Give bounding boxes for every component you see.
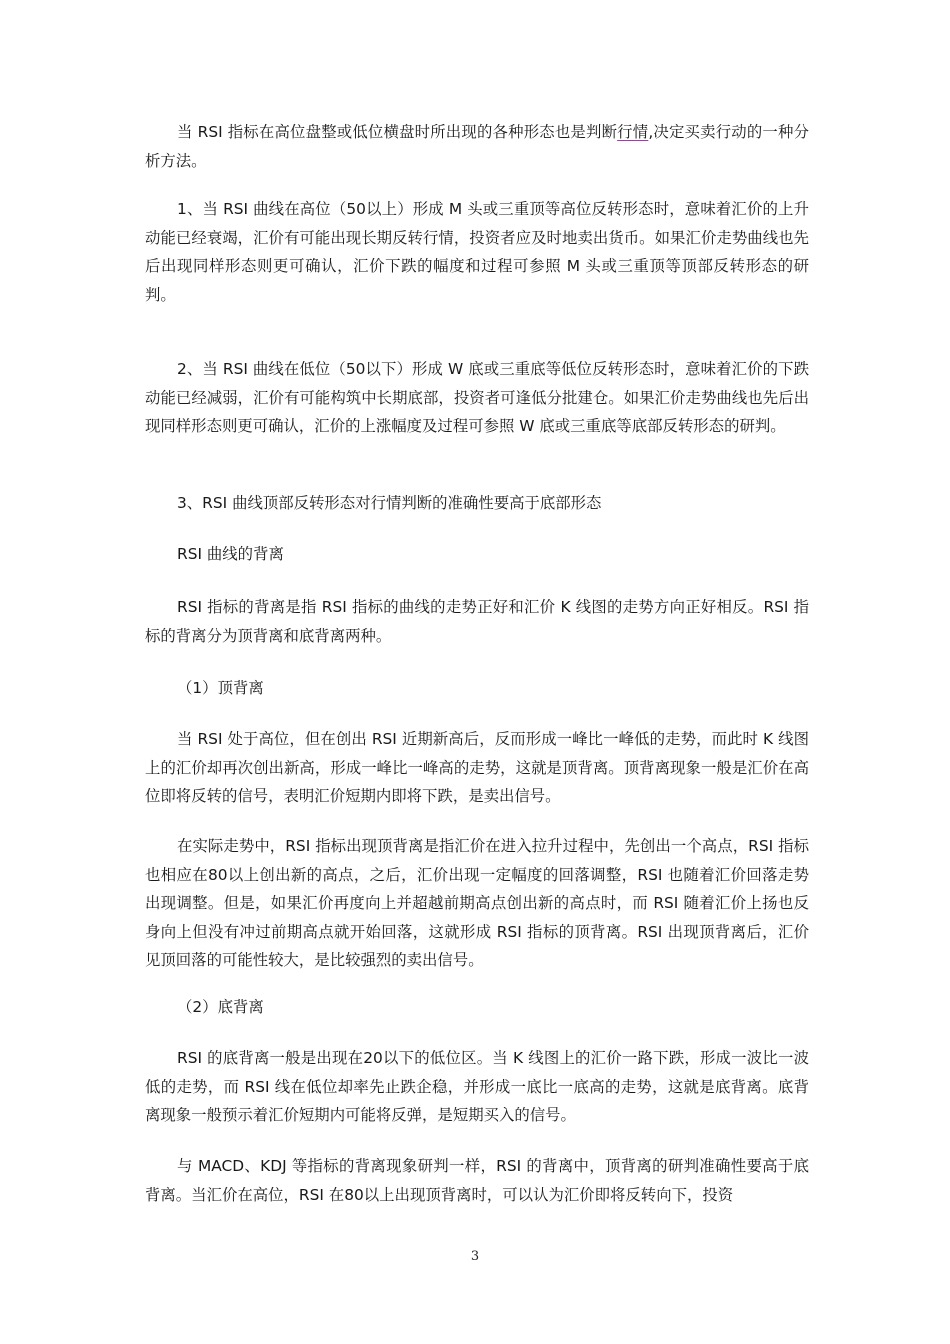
subheading-top-divergence: （1）顶背离 [177, 679, 264, 697]
paragraph-low-reversal: 2、当 RSI 曲线在低位（50以下）形成 W 底或三重底等低位反转形态时，意味着汇价的下跌动能已经减弱，汇价有可能构筑中长期底部，投资者可逢低分批建仓。如果汇价走势曲线也先后出现同样形态则更可确认，汇价的上涨幅度及过程可参照 W 底或三重底等底部反转形态的研判。 [145, 360, 809, 435]
paragraph-text: 当 RSI 指标在高位盘整或低位横盘时所出现的各种形态也是判断 [177, 123, 618, 141]
section-heading-divergence: RSI 曲线的背离 [177, 545, 284, 563]
paragraph-bottom-divergence: RSI 的底背离一般是出现在20以下的低位区。当 K 线图上的汇价一路下跌，形成一波比一波低的走势，而 RSI 线在低位却率先止跌企稳，并形成一底比一底高的走势，这就是底背离。底背离现象一般预示着汇价短期内可能将反弹，是短期买入的信号。 [145, 1049, 809, 1124]
market-link[interactable]: 行情 [617, 123, 649, 141]
page-number: 3 [470, 1249, 480, 1264]
paragraph-top-divergence-practice: 在实际走势中，RSI 指标出现顶背离是指汇价在进入拉升过程中，先创出一个高点，RSI 指标也相应在80以上创出新的高点，之后，汇价出现一定幅度的回落调整，RSI 也随着汇价回落走势出现调整。但是，如果汇价再度向上并超越前期高点创出新的高点时，而 RSI 随着汇价上扬也反身向上但没有冲过前期高点就开始回落，这就形成 RSI 指标的顶背离。RSI 出现顶背离后，汇价见顶回落的可能性较大，是比较强烈的卖出信号。 [145, 837, 809, 969]
paragraph-rsi-forms-intro [145, 118, 809, 175]
paragraph-text: ,决定买卖行动的一种分析方法。 [145, 123, 809, 170]
paragraph-top-accuracy: 3、RSI 曲线顶部反转形态对行情判断的准确性要高于底部形态 [177, 494, 602, 512]
subheading-bottom-divergence: （2）底背离 [177, 998, 264, 1016]
paragraph-top-divergence: 当 RSI 处于高位，但在创出 RSI 近期新高后，反而形成一峰比一峰低的走势，而此时 K 线图上的汇价却再次创出新高，形成一峰比一峰高的走势，这就是顶背离。顶背离现象一般是汇价在高位即将反转的信号，表明汇价短期内即将下跌，是卖出信号。 [145, 730, 809, 805]
paragraph-divergence-definition: RSI 指标的背离是指 RSI 指标的曲线的走势正好和汇价 K 线图的走势方向正好相反。RSI 指标的背离分为顶背离和底背离两种。 [145, 598, 809, 645]
paragraph-macd-kdj-comparison: 与 MACD、KDJ 等指标的背离现象研判一样，RSI 的背离中，顶背离的研判准确性要高于底背离。当汇价在高位，RSI 在80以上出现顶背离时，可以认为汇价即将反转向下，投资 [145, 1157, 809, 1204]
paragraph-high-reversal: 1、当 RSI 曲线在高位（50以上）形成 M 头或三重顶等高位反转形态时，意味着汇价的上升动能已经衰竭，汇价有可能出现长期反转行情，投资者应及时地卖出货币。如果汇价走势曲线也先后出现同样形态则更可确认，汇价下跌的幅度和过程可参照 M 头或三重顶等顶部反转形态的研判。 [145, 200, 809, 304]
